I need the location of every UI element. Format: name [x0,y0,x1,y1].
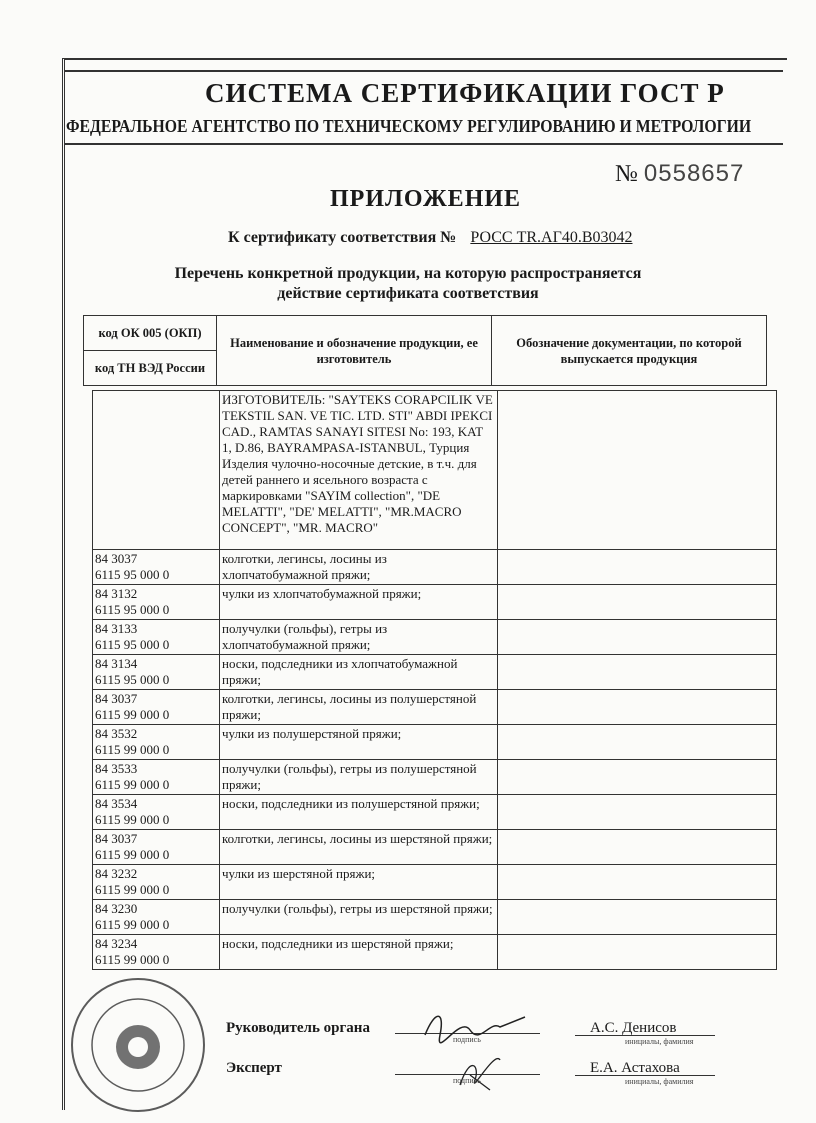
doc-cell [498,585,777,620]
appendix-title: ПРИЛОЖЕНИЕ [330,186,522,212]
table-row [93,690,777,725]
doc-cell [498,900,777,935]
doc-cell [498,935,777,970]
okp-code: 84 3234 [95,936,138,951]
tnved-code: 6115 99 000 0 [95,707,170,722]
code-cell [93,760,220,795]
doc-cell [498,865,777,900]
tnved-code: 6115 99 000 0 [95,777,170,792]
code-cell [93,935,220,970]
divider [65,70,783,72]
list-heading-line: Перечень конкретной продукции, на которую распространяется [174,265,642,282]
manufacturer-cell: ИЗГОТОВИТЕЛЬ: "SAYTEKS CORAPCILIK VE TEKSTIL SAN. VE TIC. LTD. STI" ABDI IPEKCI CAD., RAMTAS SANAYI SITESI No: 193, KAT 1, D.86, BAYRAMPASA-ISTANBUL, Турция Изделия чулочно-носочные детские, в т.ч. для детей раннего и ясельного возраста с маркировками "SAYIM collection", "DE MELATTI", "DE' MELATTI", "MR.MACRO CONCEPT", "MR. MACRO" [220,391,498,550]
doc-cell [498,795,777,830]
code-cell [93,725,220,760]
sign-caption: подпись [453,1076,481,1085]
doc-cell [498,760,777,795]
table-row [93,900,777,935]
expert-label: Эксперт [226,1060,282,1076]
certificate-ref [228,229,632,247]
tnved-code: 6115 99 000 0 [95,812,170,827]
code-cell [93,865,220,900]
okp-code: 84 3232 [95,866,138,881]
head-label: Руководитель органа [226,1020,370,1036]
table-row [93,391,777,550]
okp-code: 84 3037 [95,691,138,706]
list-heading-line: действие сертификата соответствия [277,285,539,302]
product-name: получулки (гольфы), гетры из хлопчатобумажной пряжи; [220,620,498,655]
tnved-code: 6115 95 000 0 [95,637,170,652]
product-name: колготки, легинсы, лосины из хлопчатобумажной пряжи; [220,550,498,585]
product-name: чулки из полушерстяной пряжи; [220,725,498,760]
okp-code: 84 3534 [95,796,138,811]
code-cell [93,620,220,655]
code-cell [93,900,220,935]
doc-cell [498,620,777,655]
name-line [575,1035,715,1036]
product-name: чулки из шерстяной пряжи; [220,865,498,900]
table-row [93,655,777,690]
tnved-code: 6115 95 000 0 [95,567,170,582]
tnved-code: 6115 99 000 0 [95,882,170,897]
code-cell [93,690,220,725]
table-row [93,585,777,620]
table-row [93,830,777,865]
tnved-code: 6115 99 000 0 [95,917,170,932]
col-tnved-header: код ТН ВЭД России [84,351,217,386]
agency-title: ФЕДЕРАЛЬНОЕ АГЕНТСТВО ПО ТЕХНИЧЕСКОМУ РЕГУЛИРОВАНИЮ И МЕТРОЛОГИИ [66,116,752,136]
col-doc-header: Обозначение документации, по которой выпускается продукция [492,316,767,386]
table-header [83,315,767,386]
okp-code: 84 3532 [95,726,138,741]
tnved-code: 6115 99 000 0 [95,742,170,757]
code-cell [93,585,220,620]
okp-code: 84 3533 [95,761,138,776]
doc-cell [498,655,777,690]
doc-cell [498,690,777,725]
name-line [575,1075,715,1076]
product-name: носки, подследники из полушерстяной пряжи; [220,795,498,830]
okp-code: 84 3037 [95,551,138,566]
name-caption: инициалы, фамилия [625,1037,694,1046]
col-okp-header: код ОК 005 (ОКП) [84,316,217,351]
number-sign: № [615,161,638,187]
cert-number: РОСС TR.АГ40.В03042 [470,229,633,246]
okp-code: 84 3037 [95,831,138,846]
code-cell [93,655,220,690]
tnved-code: 6115 95 000 0 [95,672,170,687]
okp-code: 84 3134 [95,656,138,671]
table-row [93,725,777,760]
table-row [93,795,777,830]
list-heading [0,264,816,304]
tnved-code: 6115 95 000 0 [95,602,170,617]
sign-caption: подпись [453,1035,481,1044]
col-name-header: Наименование и обозначение продукции, ее изготовитель [217,316,492,386]
expert-name: Е.А. Астахова [590,1060,680,1076]
okp-code: 84 3132 [95,586,138,601]
product-name: колготки, легинсы, лосины из шерстяной пряжи; [220,830,498,865]
product-name: колготки, легинсы, лосины из полушерстяной пряжи; [220,690,498,725]
doc-cell [498,725,777,760]
cert-label: К сертификату соответствия № [228,229,457,246]
form-number [615,160,744,188]
name-caption: инициалы, фамилия [625,1077,694,1086]
table-row [93,935,777,970]
table-row [93,550,777,585]
product-name: носки, подследники из шерстяной пряжи; [220,935,498,970]
number-value: 0558657 [643,160,745,187]
certification-seal [66,975,211,1115]
products-table [92,390,777,970]
table-row [93,865,777,900]
code-cell [93,550,220,585]
system-title: СИСТЕМА СЕРТИФИКАЦИИ ГОСТ Р [205,78,725,108]
product-name: чулки из хлопчатобумажной пряжи; [220,585,498,620]
code-cell [93,795,220,830]
head-name: А.С. Денисов [590,1020,677,1036]
okp-code: 84 3230 [95,901,138,916]
table-row [93,760,777,795]
table-row [93,620,777,655]
doc-cell [498,550,777,585]
okp-code: 84 3133 [95,621,138,636]
product-name: получулки (гольфы), гетры из полушерстяной пряжи; [220,760,498,795]
product-name: носки, подследники из хлопчатобумажной пряжи; [220,655,498,690]
code-cell [93,830,220,865]
expert-signature [450,1045,510,1100]
product-name: получулки (гольфы), гетры из шерстяной пряжи; [220,900,498,935]
tnved-code: 6115 99 000 0 [95,952,170,967]
tnved-code: 6115 99 000 0 [95,847,170,862]
divider [65,143,783,145]
doc-cell [498,830,777,865]
